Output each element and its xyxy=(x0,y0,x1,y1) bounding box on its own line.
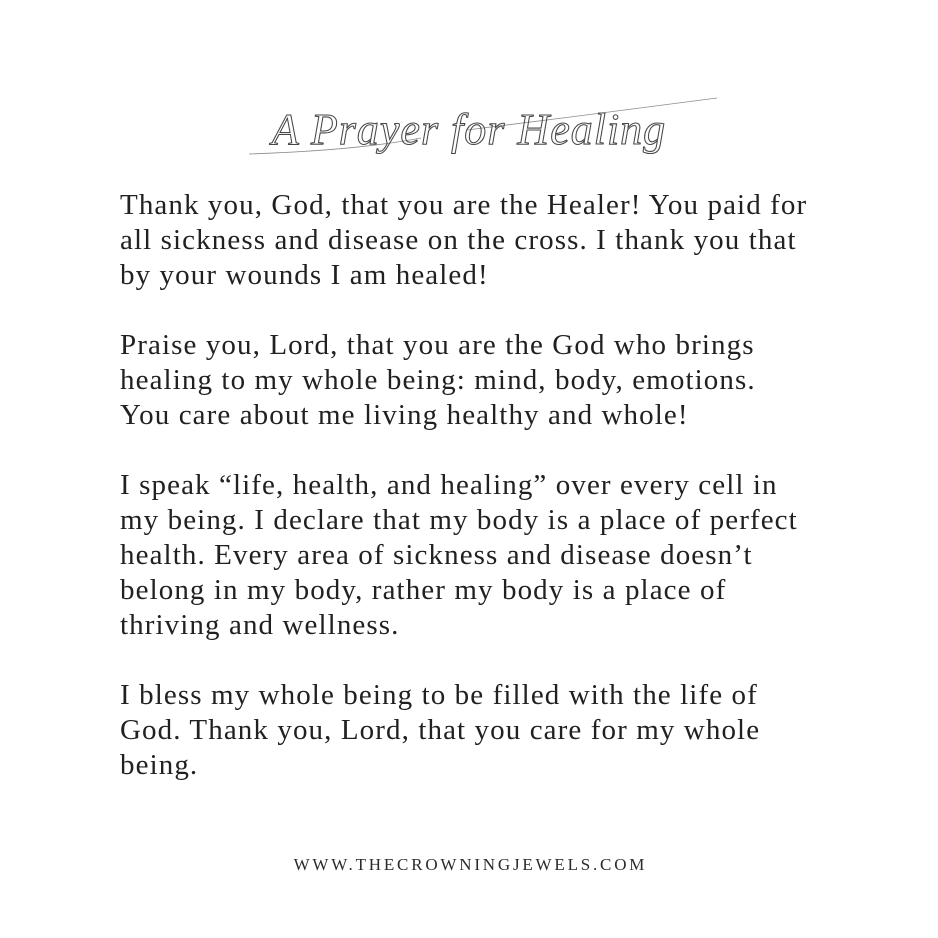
prayer-paragraph xyxy=(120,678,836,783)
prayer-line: Praise you, Lord, that you are the God who brings xyxy=(120,329,755,361)
prayer-line: belong in my body, rather my body is a place of xyxy=(120,574,727,606)
prayer-line: all sickness and disease on the cross. I thank you that xyxy=(120,224,797,256)
title-text: A Prayer for Healing xyxy=(271,105,667,154)
prayer-line: Thank you, God, that you are the Healer! You paid for xyxy=(120,189,808,221)
prayer-paragraph xyxy=(120,468,836,643)
prayer-line: I bless my whole being to be filled with the life of xyxy=(120,679,758,711)
prayer-body xyxy=(120,188,836,783)
prayer-line: You care about me living healthy and whole! xyxy=(120,399,689,431)
prayer-line: health. Every area of sickness and disease doesn’t xyxy=(120,539,753,571)
title-script-svg xyxy=(189,68,749,188)
prayer-line: healing to my whole being: mind, body, emotions. xyxy=(120,364,756,396)
prayer-paragraph xyxy=(120,188,836,293)
title-script xyxy=(189,68,749,188)
prayer-line: thriving and wellness. xyxy=(120,609,400,641)
prayer-line: I speak “life, health, and healing” over every cell in xyxy=(120,469,778,501)
footer-website: WWW.THECROWNINGJEWELS.COM xyxy=(293,855,648,874)
prayer-line: being. xyxy=(120,749,199,781)
prayer-paragraph xyxy=(120,328,836,433)
prayer-line: my being. I declare that my body is a place of perfect xyxy=(120,504,798,536)
prayer-line: God. Thank you, Lord, that you care for my whole xyxy=(120,714,761,746)
prayer-line: by your wounds I am healed! xyxy=(120,259,489,291)
